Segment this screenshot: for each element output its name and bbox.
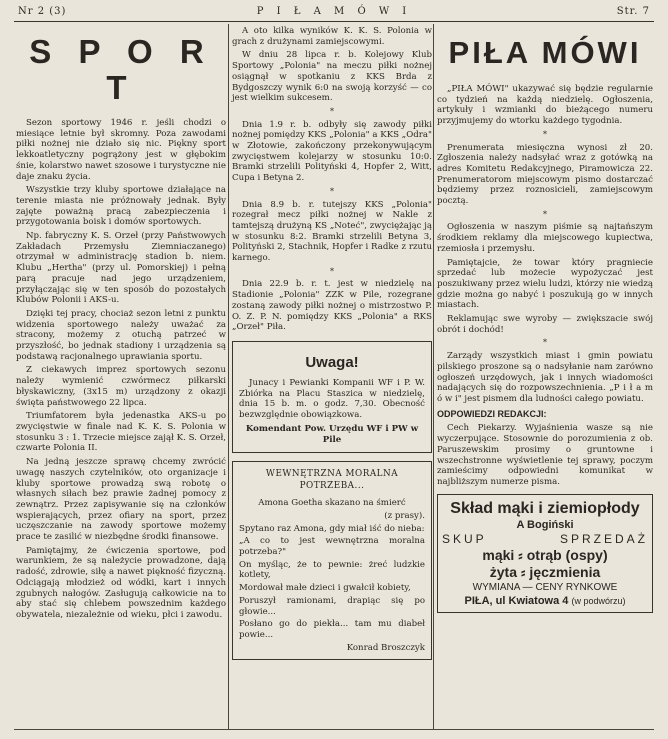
sport-paragraph: Triumfatorem była jedenastka AKS-u po zwycięstwie w finale nad K. K. S. Polonia w stosunku 3 : 1. Trzecie miejsce zajął K. S. Orzeł, czwarte Polonia II. [16,411,226,454]
pila-mowi-column [437,26,653,613]
separator-star: * [330,106,334,116]
sport-paragraph: Wszystkie trzy kluby sportowe działające na terenie miasta nie próżnowały jednak. Były zajęte poważną pracą zabezpieczenia i przygotowania boisk i domów sportowych. [16,185,226,228]
poem-line: Amona Goetha skazano na śmierć [258,498,406,509]
results-paragraph: Dnia 8.9 b. r. tutejszy KKS „Polonia" rozegrał mecz piłki nożnej w Nakle z tamtejszą drużyną KS „Noteć", zwyciężając ją w stosunku 8:2. Bramki strzelili Betyna 3, Polityński 2, Stachnik, Hopfer i Radke z rzutu karnego. [232,199,432,264]
ad-products-1: mąki ⸗ otrąb (ospy) [482,546,608,563]
ad-address [442,594,648,608]
ad-owner: A Bogiński [516,518,574,531]
ad-exchange: WYMIANA — CENY RYNKOWE [472,581,618,593]
bottom-rule [14,729,654,730]
separator-star: * [330,266,334,276]
poem-line: Poruszył ramionami, drapiąc się po głowie... [239,595,425,617]
sport-title: S P O R T [29,33,213,106]
uwaga-signature: Komendant Pow. Urzędu WF i PW w Pile [245,423,419,445]
pila-mowi-title: PIŁA MÓWI [448,35,642,70]
info-paragraph: Ogłoszenia w naszym piśmie są najtańszym środkiem reklamy dla miejscowego kupiectwa, rzemiosła i przemysłu. [437,222,653,254]
uwaga-title: Uwaga! [305,353,359,371]
poem-line: (z prasy). [384,510,425,521]
poem-line: Mordował małe dzieci i gwałcił kobiety, [239,583,411,594]
sport-paragraph: Sezon sportowy 1946 r. jeśli chodzi o miesiące letnie był skromny. Poza zawodami piłki nożnej nie działo się nic. Piękny sport lekkoatletyczny pogrążony jest w głębokim śnie, kolarstwo nawet szosowe i turystyczne nie daje znaku życia. [16,118,226,182]
page-number: Str. 7 [616,6,650,17]
ad-buy: SKUP [442,531,487,546]
info-paragraph: Prenumerata miesięczna wynosi zł 20. Zgłoszenia należy nadsyłać wraz z gotówką na adres Komitetu Redakcyjnego, Piramowicza 22. Prenumeratorom miejscowym pismo dostarczać będziemy przez roznosicieli, zamiejscowym pocztą. [437,142,653,207]
separator-star: * [543,338,547,348]
poem-line: Posłano go do piekła... tam mu diabeł powie... [239,619,425,640]
ad-headline: Skład mąki i ziemiopłody [450,499,640,517]
separator-star: * [543,129,547,139]
ad-products-2: żyta ⸗ jęczmienia [489,563,601,580]
sport-paragraph: Np. fabryczny K. S. Orzeł (przy Państwowych Zakładach Przemysłu Ziemniaczanego) otrzymał w administrację stadion b. niem. Klubu „Hertha" (przy ul. Pomorskiej) i pełną parą pracuje nad jego urządzeniem, przyłączając się w ten sposób do pozostałych Klubów Polonii i AKS-u. [16,231,226,306]
column-divider-2 [433,24,434,729]
poem-line: On myśląc, że to pewnie: żreć ludzkie kotlety, [239,559,425,581]
info-paragraph: „PIŁA MÓWI" ukazywać się będzie regularnie co tydzień na każdą niedzielę. Ogłoszenia, artykuły i wzmianki do bieżącego numeru przyjmujemy do wtorku każdego tygodnia. [437,84,653,127]
results-paragraph: W dniu 28 lipca r. b. Kolejowy Klub Sportowy „Polonia" na meczu piłki nożnej osiągnął w spotkaniu z KKS Brda z Bydgoszczy wynik 6:0 na swoją korzyść — co jest wielkim sukcesem. [232,50,432,104]
sport-paragraph: Dzięki tej pracy, chociaż sezon letni z punktu widzenia sportowego należy uważać za stracony, możemy z otuchą patrzeć w przyszłość, bo jednak stadiony i urządzenia są podstawą racjonalnego uprawiania sportu. [16,308,226,362]
ad-address-main: PIŁA, ul Kwiatowa 4 [464,594,569,607]
editorial-reply: Cech Piekarzy. Wyjaśnienia wasze są nie wyczerpujące. Stosownie do porozumienia z ob. Paruszewskim prosimy o gruntowne i wszechstronne wyświetlenie tej sprawy, poczym zamieścimy odpowiedni komunikat w najbliższym numerze pisma. [437,423,653,487]
uwaga-notice [232,341,432,453]
results-paragraph: Dnia 1.9 r. b. odbyły się zawody piłki nożnej pomiędzy KKS „Polonia" a KKS „Odra" w Złotowie, zakończony przekonywującym zwycięstwem kolejarzy w stosunku 10:0. Bramki strzelili Polityński 4, Hopfer 2, Witt, Cupa i Betyna 2. [232,119,432,184]
sport-paragraph: Pamiętajmy, że ćwiczenia sportowe, pod warunkiem, że są należycie prowadzone, dają radość, zdrowie, siłę a nawet piękność fizyczną. Odciągają młodzież od wódki, kart i innych zgubnych nałogów. Zasługują całkowicie na to aby stać się chlebem powszednim każdego obywatela, niezależnie od wieku, płci i zawodu. [16,545,226,620]
header-rule [14,21,654,22]
masthead-title: P I Ł A M Ó W I [256,6,412,17]
advertisement [437,494,653,613]
results-paragraph: A oto kilka wyników K. K. S. Polonia w grach z drużynami zamiejscowymi. [232,26,432,47]
info-paragraph: Zarządy wszystkich miast i gmin powiatu pilskiego proszone są o nadsyłanie nam zarówno ogłoszeń urzędowych, jak i innych wiadomości nadających się do rozpowszechnienia. „P i ł a m ó w i" jest pismem dla ludności całego powiatu. [437,351,653,404]
sport-paragraph: Na jedną jeszcze sprawę chcemy zwrócić uwagę naszych czytelników, oto organizacje i kluby sportowe prowadzą swą robotę o własnych siłach bez prawie żadnej pomocy z zewnątrz. Przez zapisywanie się na członków wspierających, przez ofiary na sport, przez uczęszczanie na zawody sportowe możemy prace te zasilić w niezbędne środki finansowe. [16,457,226,543]
results-column [232,26,432,664]
sport-paragraph: Z ciekawych imprez sportowych sezonu należy wymienić czwórmecz piłkarski błyskawiczny, (3x15 m) urządzony z okazji święta państwowego 22 lipca. [16,365,226,408]
editorial-replies-title: ODPOWIEDZI REDAKCJI: [437,408,547,419]
issue-number: Nr 2 (3) [18,6,67,17]
ad-address-note: (w podwórzu) [571,595,626,606]
page-header [18,6,650,20]
poem-line: „A co to jest wewnętrzna moralna potrzeba?" [239,536,425,558]
poem-box [232,461,432,660]
ad-sell: SPRZEDAŻ [559,531,648,546]
separator-star: * [330,186,334,196]
results-paragraph: Dnia 22.9 b. r. t. jest w niedzielę na Stadionie „Polonia" ZZK w Pile, rozegrane zostaną zawody piłki nożnej o mistrzostwo P. O. Z. P. N. pomiędzy KKS „Polonia" a RKS „Orzeł" Piła. [232,279,432,333]
info-paragraph: Pamiętajcie, że towar który pragniecie sprzedać lub możecie wypożyczać jest poszukiwany przez wielu ludzi, którzy nie wiedzą gdzie można go nabyć i poszukują go w innych miastach. [437,257,653,311]
poem-title: WEWNĘTRZNA MORALNA POTRZEBA... [265,469,399,492]
poem-line: Spytano raz Amona, gdy miał iść do nieba: [239,523,425,534]
info-paragraph: Reklamując swe wyroby — zwiększacie swój obrót i dochód! [437,314,653,335]
separator-star: * [543,209,547,219]
ad-buy-sell [442,532,648,547]
uwaga-text: Junacy i Pewianki Kompanii WF i P. W. Zbiórka na Placu Staszica w niedzielę, dnia 15 b. m. o godz. 7,30. Obecność bezwzględnie obowiązkowa. [239,377,425,421]
poem-author: Konrad Broszczyk [346,642,425,653]
sport-column [16,26,226,624]
column-divider-1 [228,24,229,729]
